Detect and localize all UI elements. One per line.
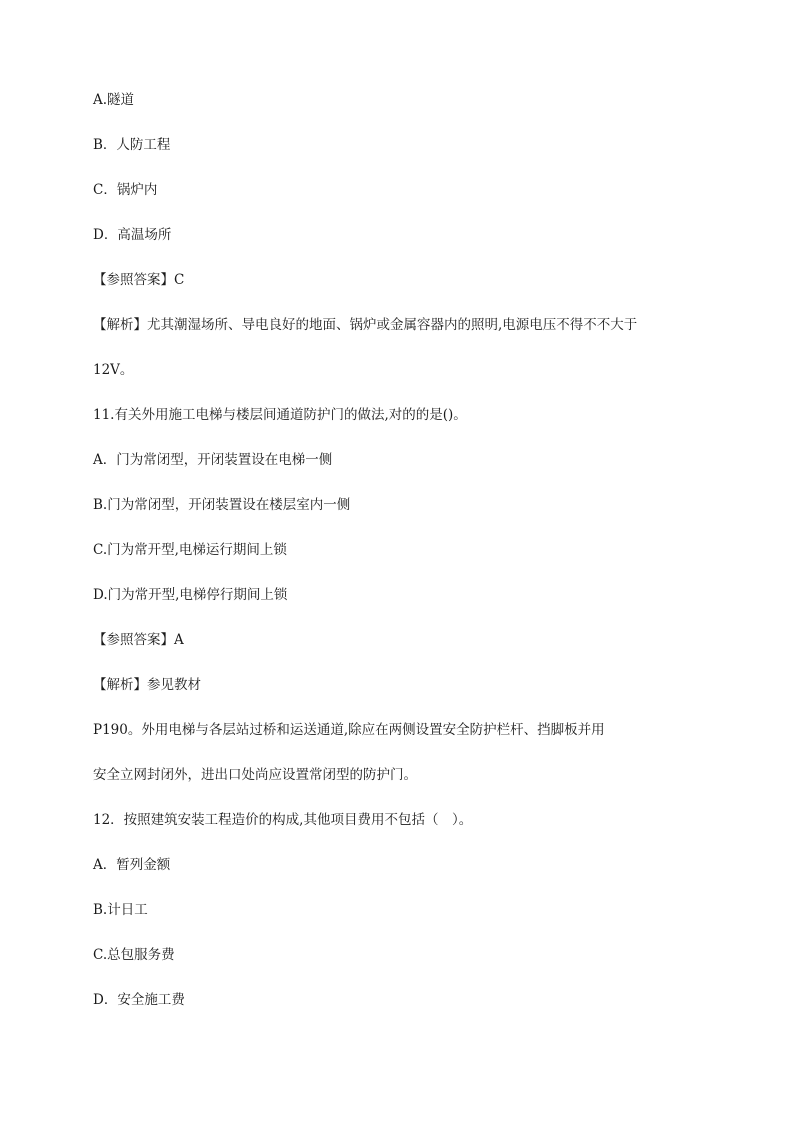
q11-option-c: C.门为常开型,电梯运行期间上锁 (93, 542, 287, 558)
q11-answer: 【参照答案】A (93, 632, 184, 648)
q10-explanation-continued: 12V。 (93, 362, 134, 378)
q11-explanation-continued: P190。外用电梯与各层站过桥和运送通道,除应在两侧设置安全防护栏杆、挡脚板并用 (93, 722, 605, 738)
q10-option-a: A.隧道 (93, 92, 135, 108)
q11-option-a: A．门为常闭型，开闭装置设在电梯一侧 (93, 452, 333, 468)
q11-option-d: D.门为常开型,电梯停行期间上锁 (93, 587, 288, 603)
q12-option-c: C.总包服务费 (93, 947, 175, 963)
q11-explanation-end: 安全立网封闭外，进出口处尚应设置常闭型的防护门。 (93, 767, 417, 783)
q11-question: 11.有关外用施工电梯与楼层间通道防护门的做法,对的的是()。 (93, 407, 467, 423)
q12-option-d: D．安全施工费 (93, 992, 185, 1008)
q12-option-a: A．暂列金额 (93, 857, 171, 873)
q12-question: 12．按照建筑安装工程造价的构成,其他项目费用不包括（ ）。 (93, 812, 473, 828)
q10-option-d: D．高温场所 (93, 227, 172, 243)
q12-option-b: B.计日工 (93, 902, 148, 918)
q11-option-b: B.门为常闭型，开闭装置设在楼层室内一侧 (93, 497, 351, 513)
q10-option-b: B．人防工程 (93, 137, 171, 153)
q10-answer: 【参照答案】C (93, 272, 185, 288)
q11-explanation: 【解析】参见教材 (93, 677, 201, 693)
q10-option-c: C．锅炉内 (93, 182, 158, 198)
q10-explanation: 【解析】尤其潮湿场所、导电良好的地面、锅炉或金属容器内的照明,电源电压不得不不大于 (93, 317, 638, 333)
